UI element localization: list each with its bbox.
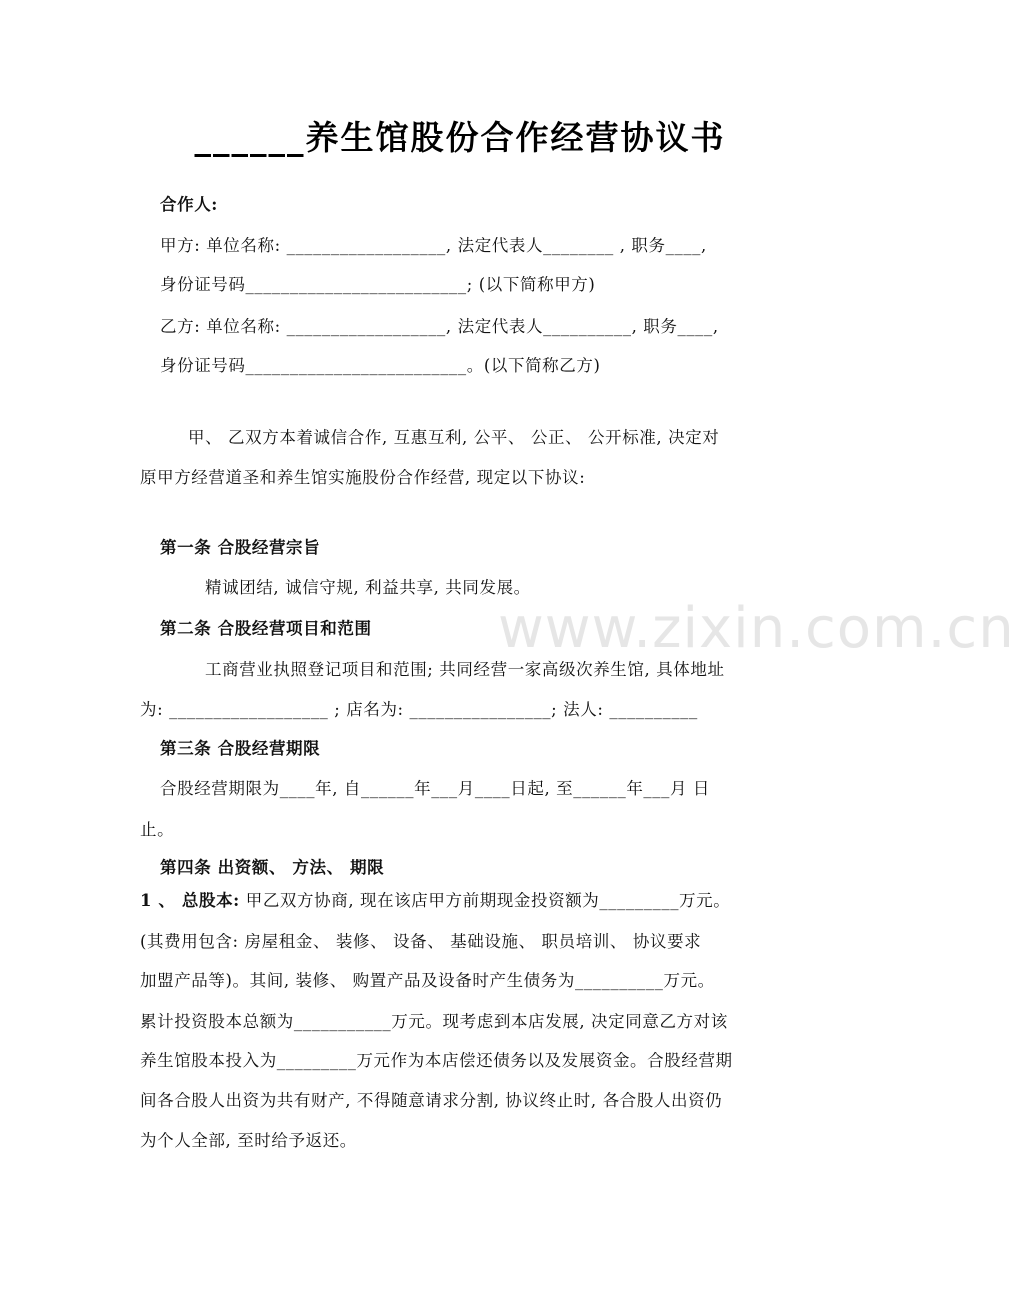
article-4-text-2: (其费用包含: 房屋租金、 装修、 设备、 基础设施、 职员培训、 协议要求 <box>140 932 702 951</box>
article-4-text-5: 养生馆股本投入为_________万元作为本店偿还债务以及发展资金。合股经营期 <box>140 1051 733 1070</box>
article-3-text-1: 合股经营期限为____年, 自______年___月____日起, 至______年___月 日 <box>160 779 711 798</box>
preamble-line-2: 原甲方经营道圣和养生馆实施股份合作经营, 现定以下协议: <box>140 468 586 487</box>
watermark: www.zixin.com.cn <box>498 596 1015 661</box>
partners-heading: 合作人: <box>160 195 218 214</box>
article-4-text-6: 间各合股人出资为共有财产, 不得随意请求分割, 协议终止时, 各合股人出资仍 <box>140 1091 723 1110</box>
article-3-heading: 第三条 合股经营期限 <box>160 739 321 758</box>
article-2-text-1: 工商营业执照登记项目和范围; 共同经营一家高级次养生馆, 具体地址 <box>205 660 725 679</box>
article-1-text: 精诚团结, 诚信守规, 利益共享, 共同发展。 <box>205 578 531 597</box>
article-2-heading: 第二条 合股经营项目和范围 <box>160 619 372 638</box>
total-capital-label: 1 、 总股本: <box>140 891 240 910</box>
document-title: ______养生馆股份合作经营协议书 <box>194 118 726 157</box>
party-a-unit-line: 甲方: 单位名称: __________________, 法定代表人________ , 职务____, <box>160 236 707 255</box>
article-1-heading: 第一条 合股经营宗旨 <box>160 538 321 557</box>
article-2-text-2: 为: __________________ ; 店名为: ________________; 法人: __________ <box>140 700 698 719</box>
article-4-heading: 第四条 出资额、 方法、 期限 <box>160 858 385 877</box>
article-4-text-3: 加盟产品等)。其间, 装修、 购置产品及设备时产生债务为__________万元。 <box>140 971 715 990</box>
article-4-item-1 <box>140 890 730 912</box>
article-3-text-2: 止。 <box>140 820 175 839</box>
party-a-id-line: 身份证号码_________________________; (以下简称甲方) <box>160 275 596 294</box>
party-b-id-line: 身份证号码_________________________。(以下简称乙方) <box>160 356 601 375</box>
party-b-unit-line: 乙方: 单位名称: __________________, 法定代表人__________, 职务____, <box>160 317 719 336</box>
article-4-text-4: 累计投资股本总额为___________万元。现考虑到本店发展, 决定同意乙方对该 <box>140 1012 728 1031</box>
total-capital-text: 甲乙双方协商, 现在该店甲方前期现金投资额为_________万元。 <box>239 891 731 910</box>
preamble-line-1: 甲、 乙双方本着诚信合作, 互惠互利, 公平、 公正、 公开标准, 决定对 <box>188 428 720 447</box>
article-4-text-7: 为个人全部, 至时给予返还。 <box>140 1131 357 1150</box>
